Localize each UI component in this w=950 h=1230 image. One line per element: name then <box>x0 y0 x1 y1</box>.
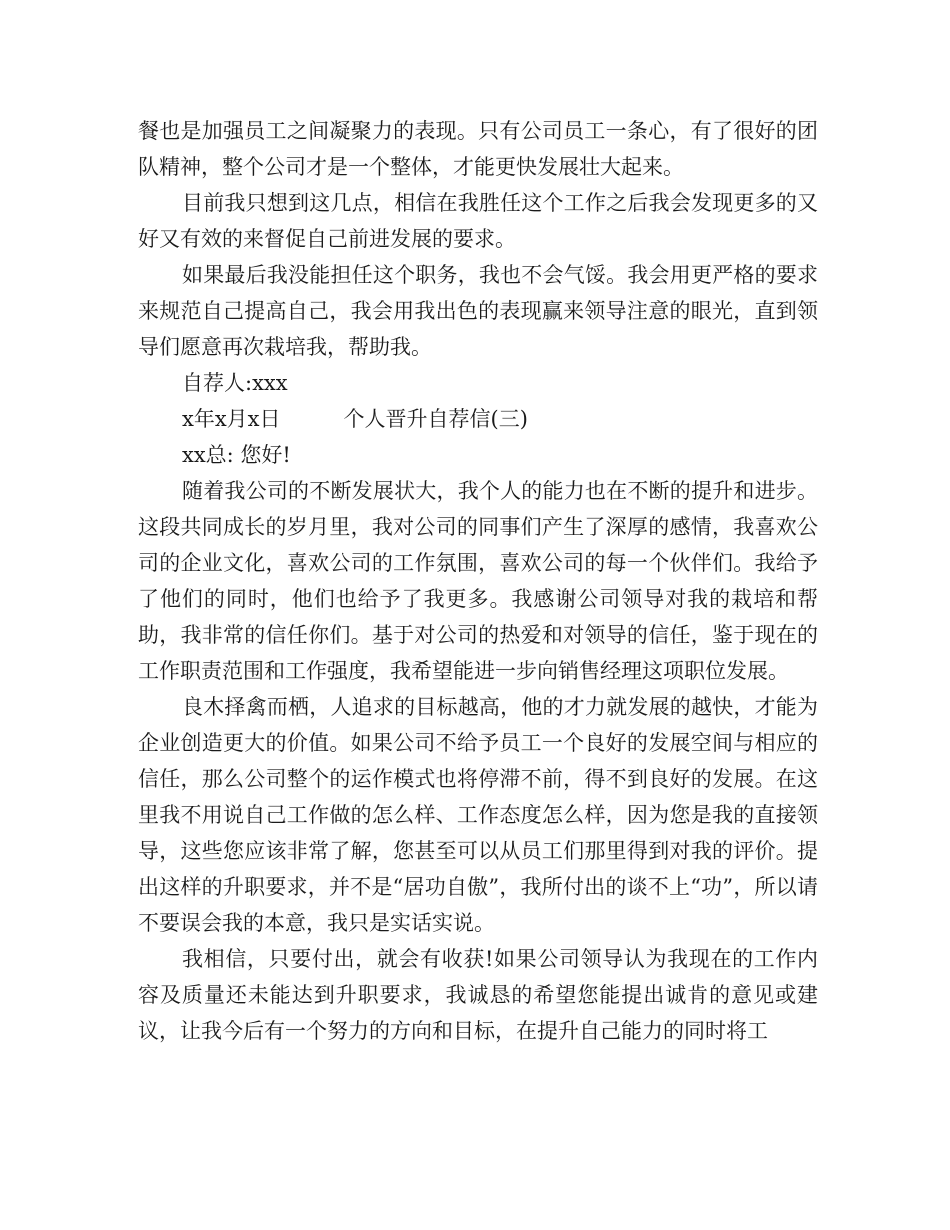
signature-line: 自荐人:xxx <box>182 371 288 395</box>
paragraph-cohesion: 餐也是加强员工之间凝聚力的表现。只有公司员工一条心，有了很好的团队精神，整个公司才是一个整体，才能更快发展壮大起来。 <box>138 119 818 179</box>
document-body <box>138 113 818 1049</box>
salutation: xx总: 您好! <box>182 443 291 467</box>
paragraph-company-growth: 随着我公司的不断发展状大，我个人的能力也在不断的提升和进步。这段共同成长的岁月里，我对公司的同事们产生了深厚的感情，我喜欢公司的企业文化，喜欢公司的工作氛围，喜欢公司的每一个伙伴们。我给予了他们的同时，他们也给予了我更多。我感谢公司领导对我的栽培和帮助，我非常的信任你们。基于对公司的热爱和对领导的信任，鉴于现在的工作职责范围和工作强度，我希望能进一步向销售经理这项职位发展。 <box>138 479 818 683</box>
paragraph-good-wood: 良木择禽而栖，人追求的目标越高，他的才力就发展的越快，才能为企业创造更大的价值。如果公司不给予员工一个良好的发展空间与相应的信任，那么公司整个的运作模式也将停滞不前，得不到良好的发展。在这里我不用说自己工作做的怎么样、工作态度怎么样，因为您是我的直接领导，这些您应该非常了解，您甚至可以从员工们那里得到对我的评价。提出这样的升职要求，并不是“居功自傲”，我所付出的谈不上“功”，所以请不要误会我的本意，我只是实话实说。 <box>138 695 818 935</box>
paragraph-effort-reward: 我相信，只要付出，就会有收获!如果公司领导认为我现在的工作内容及质量还未能达到升职要求，我诚恳的希望您能提出诚肯的意见或建议，让我今后有一个努力的方向和目标，在提升自己能力的同时将工 <box>138 947 818 1043</box>
date-and-heading-line: x年x月x日 个人晋升自荐信(三) <box>182 407 528 431</box>
paragraph-if-not-selected: 如果最后我没能担任这个职务，我也不会气馁。我会用更严格的要求来规范自己提高自己，我会用我出色的表现赢来领导注意的眼光，直到领导们愿意再次栽培我，帮助我。 <box>138 263 818 359</box>
paragraph-current-thoughts: 目前我只想到这几点，相信在我胜任这个工作之后我会发现更多的又好又有效的来督促自己前进发展的要求。 <box>138 191 818 251</box>
